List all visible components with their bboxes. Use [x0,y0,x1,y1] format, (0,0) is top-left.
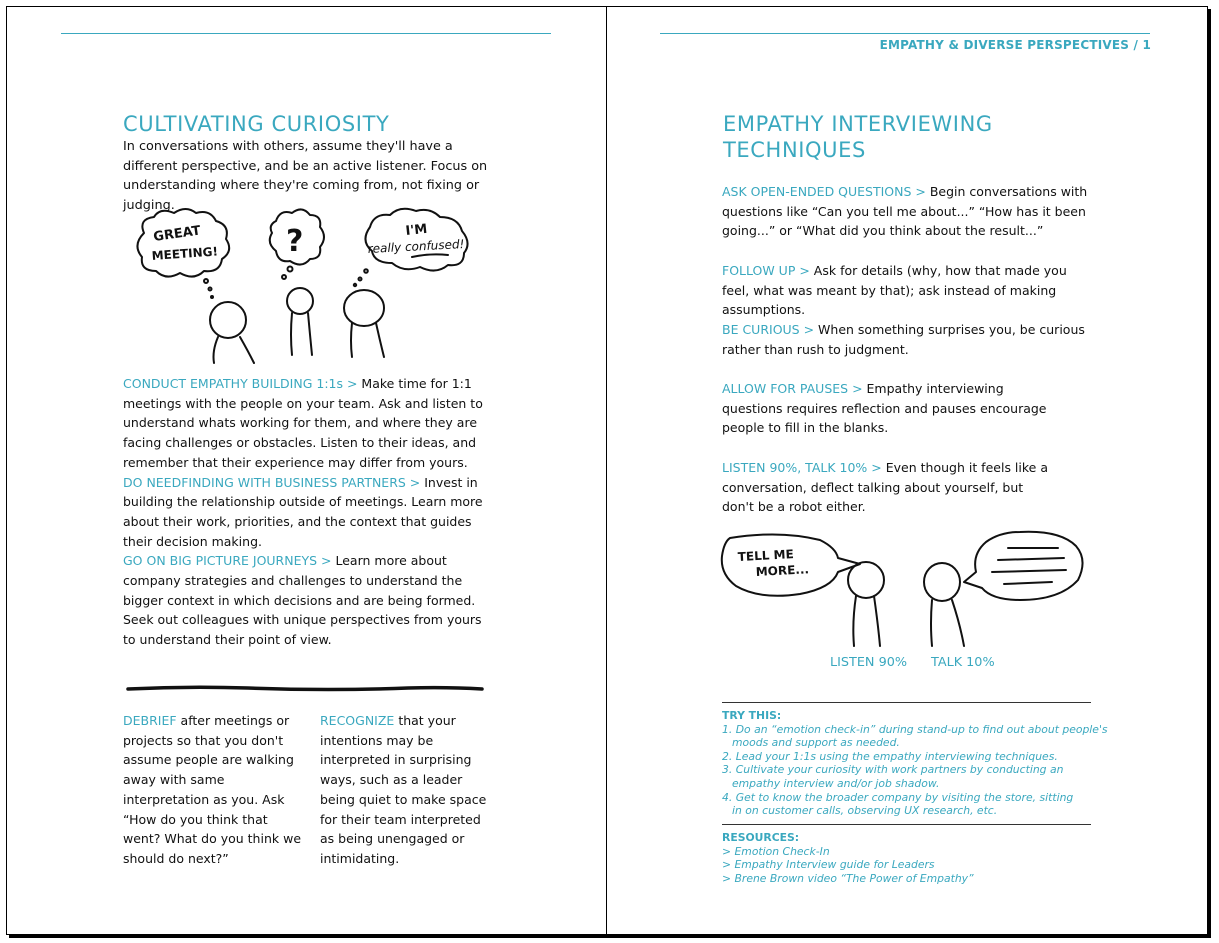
tip-label: ALLOW FOR PAUSES > [722,381,867,396]
tip-label: BE CURIOUS > [722,322,819,337]
caption-listen: LISTEN 90% [830,655,908,670]
title-line-2: TECHNIQUES [723,138,866,162]
interview-tip-listen-talk [722,458,1052,517]
caption-talk: TALK 10% [931,655,995,670]
tip-label: ASK OPEN-ENDED QUESTIONS > [722,184,930,199]
tip-text: Begin conversations with questions like “Can you tell me about...” “How has it been going...” or “What did you think about the result...” [722,184,1088,239]
tip-label: CONDUCT EMPATHY BUILDING 1:1s > [123,376,362,391]
title-line-1: EMPATHY INTERVIEWING [723,112,993,136]
running-header: EMPATHY & DIVERSE PERSPECTIVES / 1 [879,38,1151,52]
tip-label: DO NEEDFINDING WITH BUSINESS PARTNERS > [123,474,425,490]
tip-empathy-1on1s [123,374,488,473]
tip-text: Invest in building the relationship outside of meetings. Learn more about their work, priorities, and the context that guides their decision making. [123,474,483,549]
resources-heading: RESOURCES: [722,831,800,844]
resource-link-interview-guide[interactable]: > Empathy Interview guide for Leaders [722,858,935,872]
talker-head [924,563,960,601]
brush-divider [128,684,484,694]
tip-text: When something surprises you, be curious rather than rush to judgment. [722,322,1085,357]
debrief-column [123,711,301,869]
speech-bubble-talking [964,532,1083,600]
recognize-text: that your intentions may be interpreted in surprising ways, such as a leader being quiet to make space for their team interpreted as being unengaged or intimidating. [320,713,487,866]
left-intro [123,137,488,216]
try-item-3: 3. Cultivate your curiosity with work partners by conducting an empathy interview and/or job shadow. [722,763,1064,790]
try-this-rule [722,702,1091,703]
interview-tip-curious [722,320,1094,359]
left-top-rule [61,33,551,34]
try-item-1: 1. Do an “emotion check-in” during stand-up to find out about people's moods and support as needed. [722,722,1108,750]
thought-bubble-great-meeting [137,209,229,277]
bubble3-line2: really confused! [367,236,465,256]
tip-needfinding [123,473,488,552]
recognize-label: RECOGNIZE [320,713,395,728]
bubble1-line1: GREAT [152,223,202,245]
bubble3-line1: I'M [404,221,429,239]
tip-text: Make time for 1:1 meetings with the people on your team. Ask and listen to understand whats working for them, and where they are facing challenges or obstacles. Listen to their ideas, and remember that their experience may differ from yours. [123,376,483,470]
interview-tip-pauses [722,379,1067,438]
tip-big-picture [123,551,488,650]
bubble1-line2: MEETING! [151,244,219,263]
debrief-text: after meetings or projects so that you don't assume people are walking away with same interpretation as you. Ask “How do you think that went? What do you think we should do next?” [123,713,302,866]
intro-text: In conversations with others, assume they'll have a different perspective, and be an active listener. Focus on understanding where they're coming from, not fixing or judging. [123,139,488,214]
tip-text: Empathy interviewing questions requires reflection and pauses encourage people to fill in the blanks. [722,381,1047,436]
tip-text: Even though it feels like a conversation, deflect talking about yourself, but don't be a robot either. [722,460,1048,515]
tip-label: LISTEN 90%, TALK 10% > [722,460,886,475]
tip-text: Ask for details (why, how that made you feel, what was meant by that); ask instead of making assumptions. [722,263,1067,318]
debrief-label: DEBRIEF [123,713,177,728]
try-item-4: 4. Get to know the broader company by visiting the store, sitting in on customer calls, observing UX research, etc. [722,790,1074,818]
left-page-title: CULTIVATING CURIOSITY [123,112,390,136]
try-this-heading: TRY THIS: [722,709,782,722]
try-item-2: 2. Lead your 1:1s using the empathy interviewing techniques. [722,749,1058,763]
listen-talk-illustration [720,528,1090,653]
right-top-rule [660,33,1150,34]
person-head-left [210,302,246,338]
left-tips [123,374,488,650]
interview-tip-open-ended [722,182,1094,241]
bubble2-question-mark: ? [286,224,304,259]
listener-head [848,562,884,598]
right-page-title [723,111,993,163]
tip-text: Learn more about company strategies and challenges to understand the bigger context in which decisions and are being formed. Seek out colleagues with unique perspectives from yours to understand their point of view. [123,553,482,648]
tip-label: FOLLOW UP > [722,263,814,278]
person-head-middle [287,288,313,314]
recognize-column [320,711,492,869]
resource-link-brene-brown-video[interactable]: > Brene Brown video “The Power of Empathy” [722,871,974,885]
resource-link-emotion-check-in[interactable]: > Emotion Check-In [722,844,830,858]
interview-tip-follow-up [722,261,1094,320]
page-spine [606,6,607,934]
speech-bubble-line2: MORE... [755,562,810,579]
resources-box [722,831,974,885]
resources-rule [722,824,1091,825]
try-this-box [722,709,1108,818]
speech-bubble-line1: TELL ME [737,547,795,564]
curiosity-illustration [130,205,480,365]
tip-label: GO ON BIG PICTURE JOURNEYS > [123,553,336,569]
person-head-right [344,290,384,326]
